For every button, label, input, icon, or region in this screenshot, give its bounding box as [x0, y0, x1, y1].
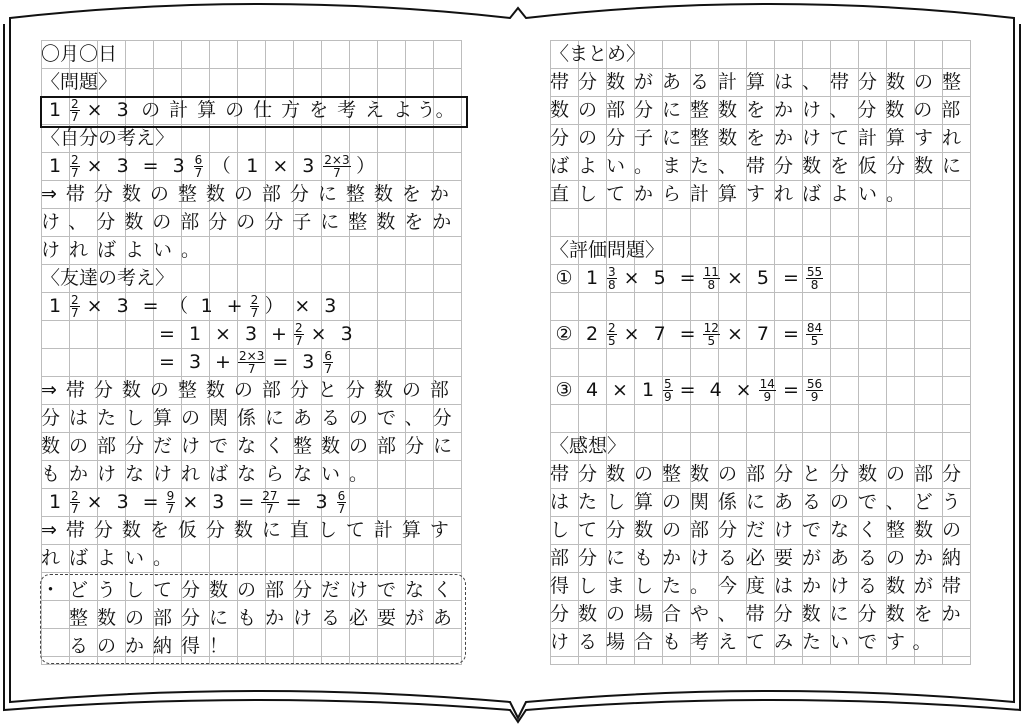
impression-heading: [550, 432, 970, 460]
impression-line-1: [550, 460, 970, 488]
own-line-1: 1 $\frac{2}{7}$ × 3 = 3 $\frac{6}{7}$ （ 1 × 3 $\frac{2\times 3}{7}$ ）: [48, 153, 376, 180]
summary-line-3: [550, 124, 970, 152]
own-text-4: ければよい。: [41, 239, 210, 261]
impression-text-7: ける場合も考えてみたいです。: [550, 631, 941, 653]
summary-heading: [550, 40, 970, 68]
own-text-3: け、分数の部分の分子に整数をか: [41, 211, 461, 233]
problem-heading-text: 〈問題〉: [41, 71, 118, 93]
impression-heading-text: 〈感想〉: [550, 435, 627, 457]
impression-text-5: 得しました。今度はかける数が帯: [550, 575, 971, 597]
friend-line-4: [41, 376, 461, 404]
own-heading-text: 〈自分の考え〉: [41, 127, 175, 149]
friend-line-2: = 1 × 3 + $\frac{2}{7}$ × 3: [159, 321, 353, 348]
own-text-2: ⇒帯分数の整数の部分に整数をか: [41, 183, 458, 205]
own-heading: [41, 124, 461, 152]
own-line-2: [41, 180, 461, 208]
impression-line-2: [550, 488, 970, 516]
summary-heading-text: 〈まとめ〉: [550, 43, 646, 65]
note-line-3: [41, 632, 461, 660]
friend-line-1: 1 $\frac{2}{7}$ × 3 = （ 1 + $\frac{2}{7}$ ） × 3: [48, 293, 337, 320]
note-line-2: [41, 604, 461, 632]
date-text: 〇月〇日: [41, 43, 118, 65]
eval-heading: [550, 236, 970, 264]
impression-line-4: [550, 544, 970, 572]
note-line-1: [41, 576, 461, 604]
eval-item-1: ① 1 $\frac{3}{8}$ × 5 = $\frac{11}{8}$ × 5 = $\frac{55}{8}$: [555, 265, 823, 292]
eval-item-3: ③ 4 × 1 $\frac{5}{9}$ = 4 × $\frac{14}{9}$ = $\frac{56}{9}$: [555, 377, 823, 404]
friend-text-6: 数の部分だけでなく整数の部分に: [41, 435, 462, 457]
summary-line-2: [550, 96, 970, 124]
own-line-4: [41, 236, 461, 264]
friend-line-8: 1 $\frac{2}{7}$ × 3 = $\frac{9}{7}$ × 3 = $\frac{27}{7}$ = 3 $\frac{6}{7}$: [48, 489, 346, 516]
impression-text-1: 帯分数の整数の部分と分数の部分: [550, 463, 971, 485]
friend-line-5: [41, 404, 461, 432]
impression-text-2: はたし算の関係にあるので、どう: [550, 491, 970, 513]
date-line: [41, 40, 461, 68]
impression-line-5: [550, 572, 970, 600]
friend-text-9: ⇒帯分数を仮分数に直して計算す: [41, 519, 458, 541]
impression-text-6: 分数の場合や、帯分数に分数をか: [550, 603, 970, 625]
own-line-3: [41, 208, 461, 236]
eval-heading-text: 〈評価問題〉: [550, 239, 665, 261]
left-page-grid: [41, 40, 462, 665]
summary-text-4: ばよい。また、帯分数を仮分数に: [550, 155, 971, 177]
friend-text-5: 分はたし算の関係にあるので、分: [41, 407, 461, 429]
right-page-grid: [550, 40, 971, 665]
summary-text-5: 直してから計算すればよい。: [550, 183, 915, 205]
summary-line-4: [550, 152, 970, 180]
friend-line-9: [41, 516, 461, 544]
impression-text-4: 部分にもかける必要があるのか納: [550, 547, 971, 569]
friend-line-3: = 3 + $\frac{2\times 3}{7}$ = 3 $\frac{6}{7}$: [159, 349, 332, 376]
friend-line-10: [41, 544, 461, 572]
problem-line: 1 $\frac{2}{7}$ × 3 の 計 算 の 仕 方 を 考 え よ う。: [48, 97, 455, 124]
impression-line-6: [550, 600, 970, 628]
summary-line-5: [550, 180, 970, 208]
summary-text-1: 帯分数がある計算は、帯分数の整: [550, 71, 971, 93]
impression-text-3: して分数の部分だけでなく整数の: [550, 519, 971, 541]
friend-heading: [41, 264, 461, 292]
summary-text-3: 分の分子に整数をかけて計算すれ: [550, 127, 971, 149]
problem-heading: [41, 68, 461, 96]
eval-item-2: ② 2 $\frac{2}{5}$ × 7 = $\frac{12}{5}$ × 7 = $\frac{84}{5}$: [555, 321, 823, 348]
note-text-2: 整数の部分にもかける必要があ: [69, 607, 462, 629]
summary-text-2: 数の部分に整数をかけ、分数の部: [550, 99, 970, 121]
friend-heading-text: 〈友達の考え〉: [41, 267, 175, 289]
summary-line-1: [550, 68, 970, 96]
friend-line-7: [41, 460, 461, 488]
friend-text-4: ⇒帯分数の整数の部分と分数の部: [41, 379, 458, 401]
note-text-1: ・どうして分数の部分だけでなく: [41, 579, 462, 601]
friend-text-10: ればよい。: [41, 547, 182, 569]
friend-text-7: もかけなければならない。: [41, 463, 378, 485]
impression-line-7: [550, 628, 970, 656]
friend-line-6: [41, 432, 461, 460]
impression-line-3: [550, 516, 970, 544]
note-text-3: るのか納得！: [69, 635, 238, 657]
